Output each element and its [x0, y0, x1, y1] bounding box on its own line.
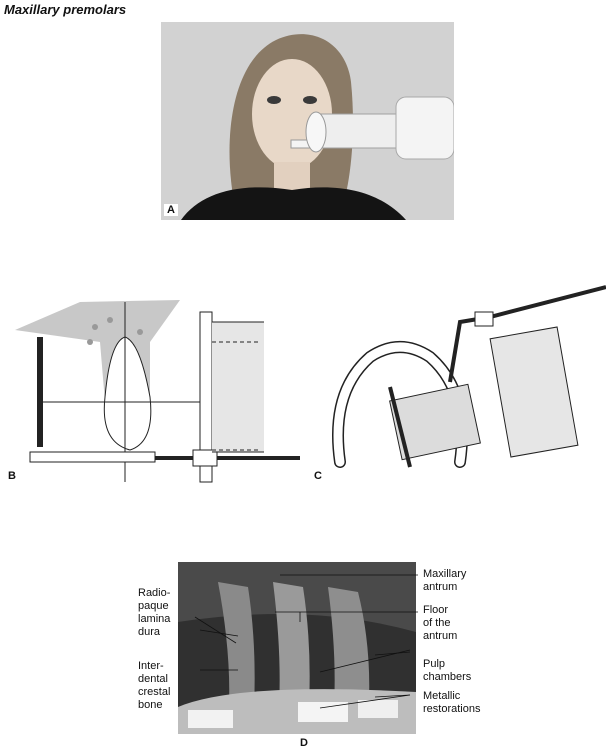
panel-label-c: C	[314, 470, 322, 482]
label-maxillary-antrum: Maxillary antrum	[423, 568, 467, 593]
label-pulp-chambers: Pulp chambers	[423, 658, 472, 683]
panel-label-d: D	[300, 737, 308, 749]
page-title: Maxillary premolars	[4, 2, 127, 17]
panel-label-b: B	[8, 470, 16, 482]
label-radiopaque-lamina-dura: Radio- paque lamina dura	[138, 587, 171, 638]
label-metallic-restorations: Metallic restorations	[423, 690, 481, 715]
label-interdental-crestal-bone: Inter- dental crestal bone	[138, 660, 171, 711]
panel-label-a: A	[164, 204, 178, 216]
label-floor-of-antrum: Floor of the antrum	[423, 604, 458, 642]
